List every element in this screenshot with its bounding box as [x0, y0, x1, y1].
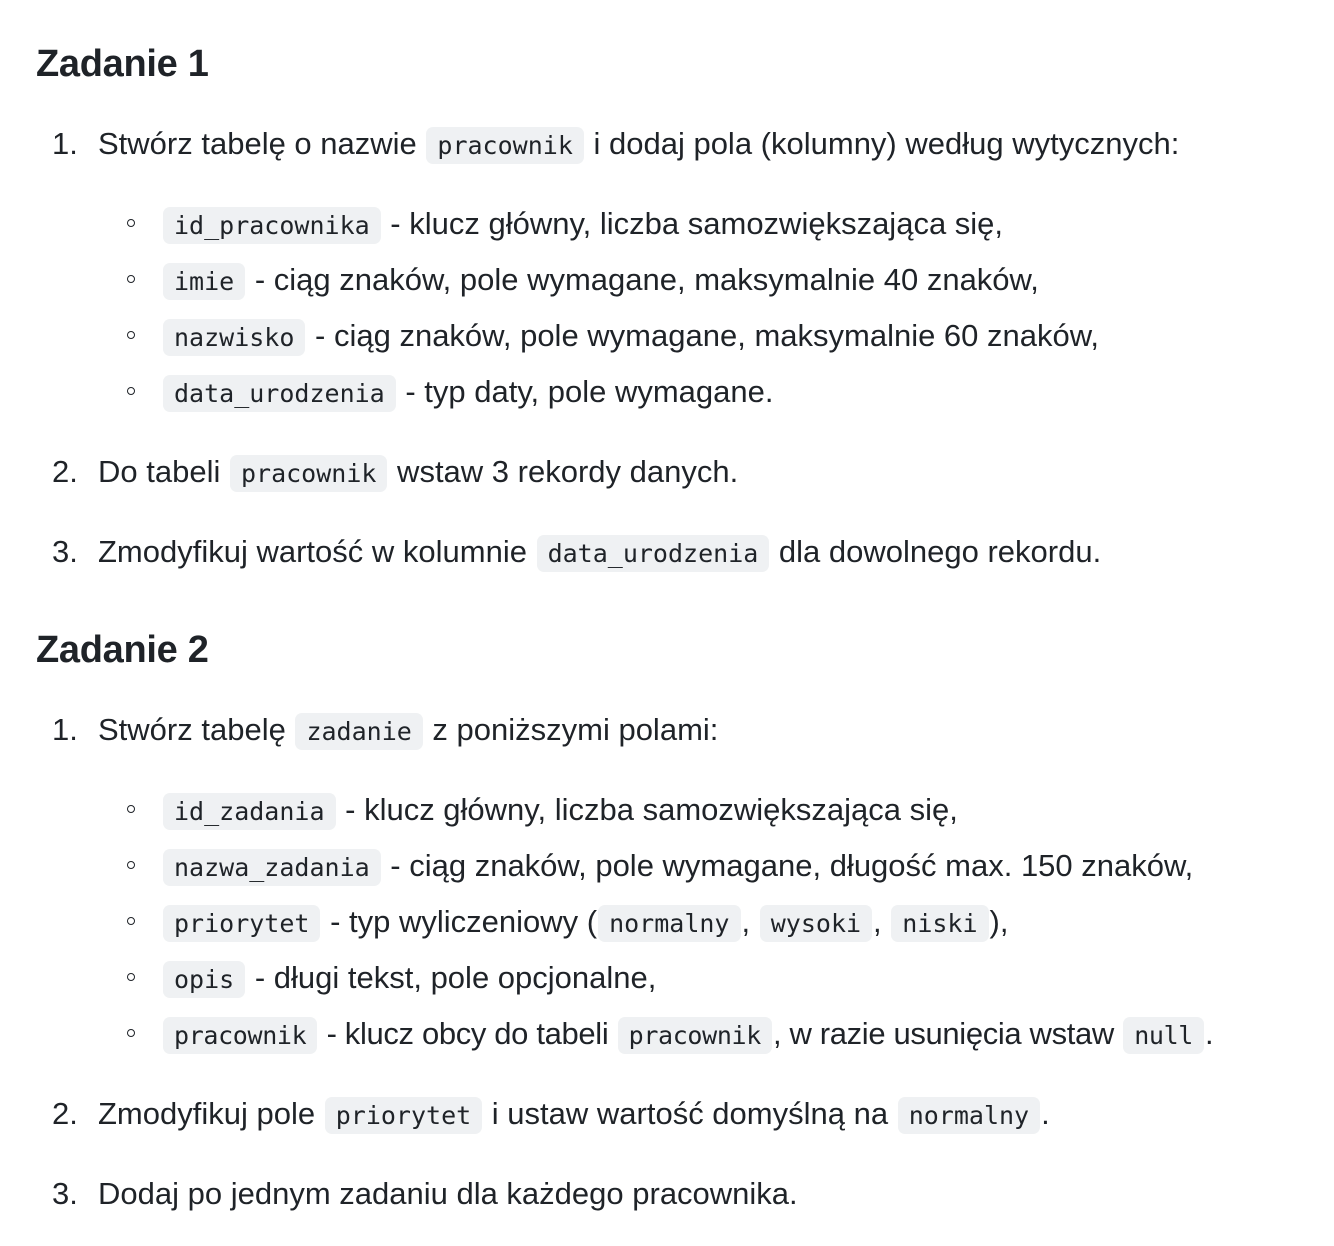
code-pracownik: pracownik	[230, 455, 387, 492]
code-null: null	[1123, 1017, 1204, 1054]
code-pracownik: pracownik	[163, 1017, 317, 1054]
list-number: 3.	[52, 534, 78, 569]
bullet-icon	[127, 331, 135, 339]
bullet-icon	[127, 917, 135, 925]
list-number: 2.	[52, 454, 78, 489]
bullet-icon	[127, 861, 135, 869]
code-niski: niski	[891, 905, 988, 942]
code-priorytet: priorytet	[325, 1097, 482, 1134]
bullet-icon	[127, 275, 135, 283]
code-data-urodzenia: data_urodzenia	[537, 535, 770, 572]
bullet-icon	[127, 219, 135, 227]
code-wysoki: wysoki	[760, 905, 872, 942]
code-nazwa-zadania: nazwa_zadania	[163, 849, 381, 886]
code-normalny: normalny	[898, 1097, 1040, 1134]
list-number: 1.	[52, 712, 78, 747]
code-priorytet: priorytet	[163, 905, 320, 942]
bullet-icon	[127, 387, 135, 395]
task2-heading: Zadanie 2	[36, 629, 209, 671]
list-number: 3.	[52, 1176, 78, 1211]
code-zadanie: zadanie	[295, 713, 422, 750]
bullet-icon	[127, 1029, 135, 1037]
code-id-pracownika: id_pracownika	[163, 207, 381, 244]
code-normalny: normalny	[598, 905, 740, 942]
code-data-urodzenia: data_urodzenia	[163, 375, 396, 412]
list-number: 2.	[52, 1096, 78, 1131]
code-id-zadania: id_zadania	[163, 793, 336, 830]
bullet-icon	[127, 973, 135, 981]
task1-heading: Zadanie 1	[36, 43, 209, 85]
list-number: 1.	[52, 126, 78, 161]
bullet-icon	[127, 805, 135, 813]
code-imie: imie	[163, 263, 245, 300]
code-pracownik: pracownik	[618, 1017, 772, 1054]
code-pracownik: pracownik	[426, 127, 583, 164]
code-opis: opis	[163, 961, 245, 998]
code-nazwisko: nazwisko	[163, 319, 305, 356]
